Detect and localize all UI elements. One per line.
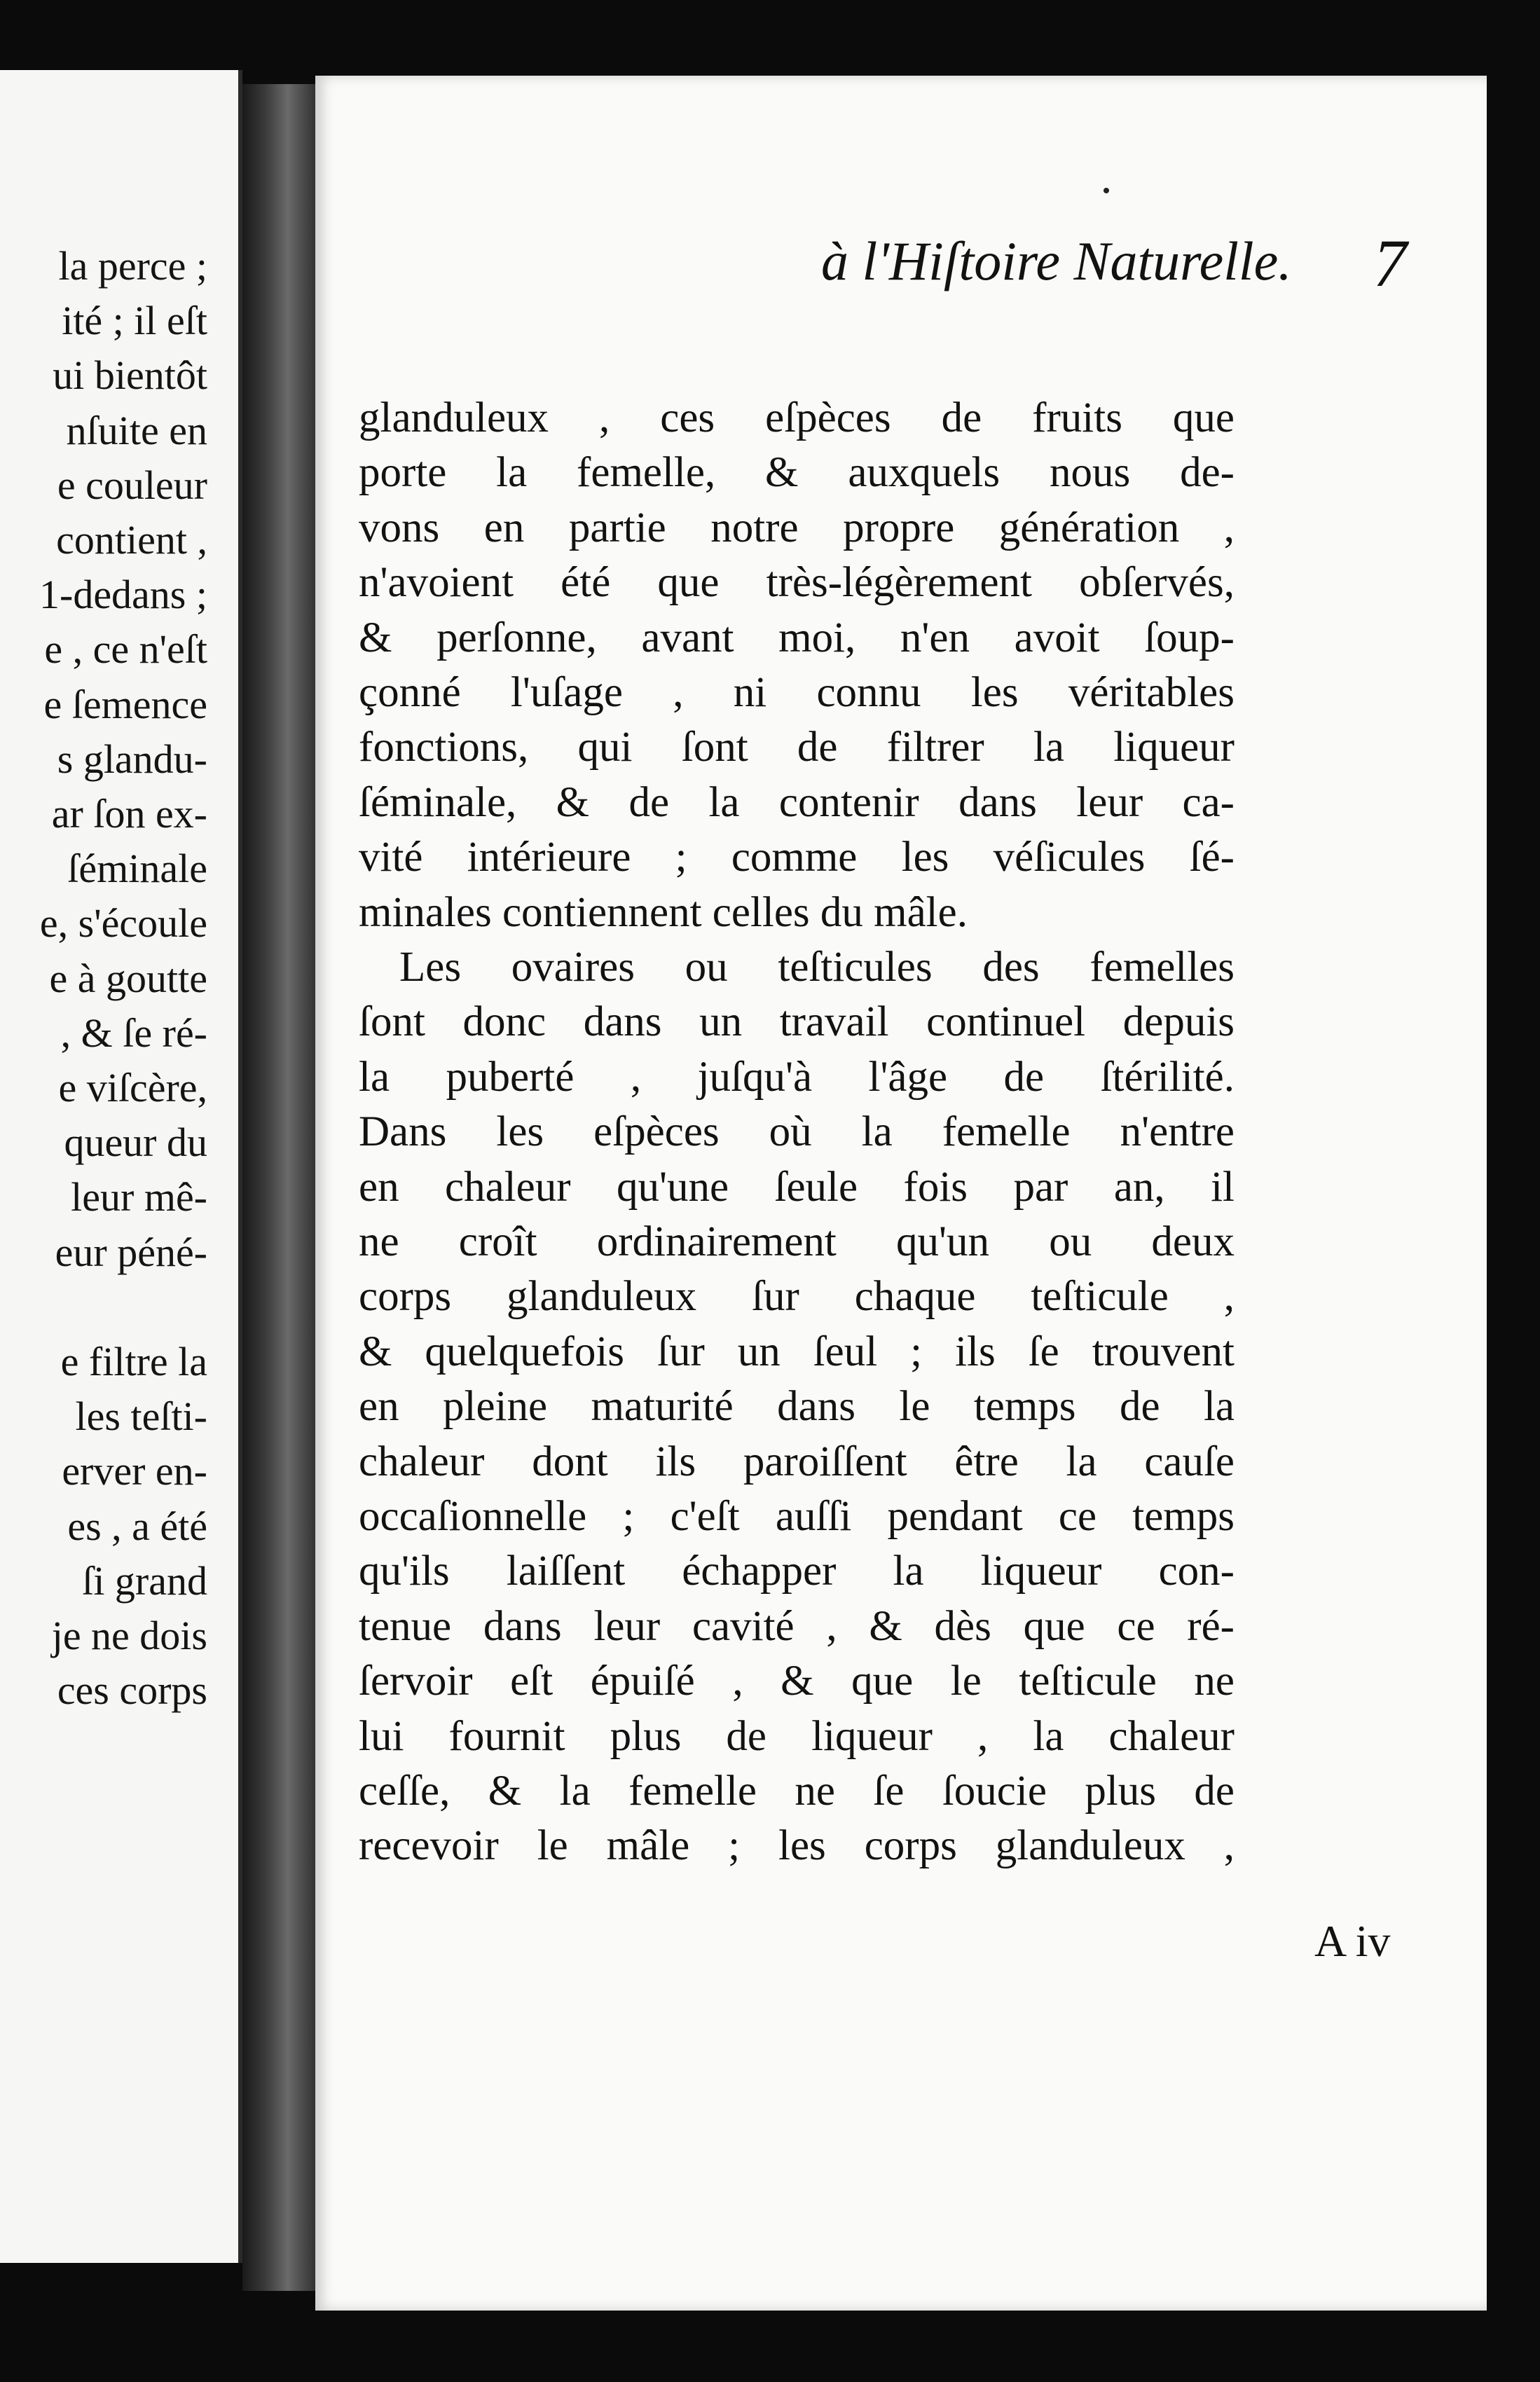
text-line: n'avoient été que très-légèrement obſervés, (359, 559, 1235, 607)
left-page-line: e, s'écoule (39, 900, 207, 946)
running-head: à l'Hiſtoire Naturelle. (821, 230, 1292, 291)
left-page-line: s glandu- (57, 736, 207, 782)
text-line: porte la femelle, & auxquels nous de- (359, 449, 1235, 497)
text-line: ſervoir eſt épuiſé , & que le teſticule ne (359, 1658, 1235, 1705)
left-page-line: e ſemence (43, 681, 207, 727)
left-page-line: nſuite en (66, 407, 207, 453)
text-line: tenue dans leur cavité , & dès que ce ré- (359, 1602, 1235, 1650)
left-page-line: je ne dois (51, 1613, 207, 1658)
text-line: Dans les eſpèces où la femelle n'entre (359, 1108, 1235, 1156)
page-number: 7 (1373, 226, 1407, 301)
left-page-line: e filtre la (60, 1339, 207, 1384)
text-line: qu'ils laiſſent échapper la liqueur con- (359, 1548, 1235, 1595)
left-page-line: queur du (64, 1120, 207, 1166)
text-line: en chaleur qu'une ſeule fois par an, il (359, 1163, 1235, 1211)
text-line: fonctions, qui ſont de filtrer la liqueur (359, 724, 1235, 771)
text-line: glanduleux , ces eſpèces de fruits que (359, 394, 1235, 441)
left-page-line: , & ſe ré- (60, 1010, 207, 1056)
left-page-line: ar ſon ex- (51, 791, 207, 837)
text-line: ceſſe, & la femelle ne ſe ſoucie plus de (359, 1768, 1235, 1815)
text-line: ſéminale, & de la contenir dans leur ca- (359, 778, 1235, 826)
text-line: ne croît ordinairement qu'un ou deux (359, 1218, 1235, 1265)
left-page-line: eur péné- (55, 1229, 207, 1275)
left-page-line: ces corps (57, 1667, 207, 1714)
text-line: ſont donc dans un travail continuel depuis (359, 998, 1235, 1046)
text-line: en pleine maturité dans le temps de la (359, 1383, 1235, 1431)
text-line: lui fournit plus de liqueur , la chaleur (359, 1712, 1235, 1760)
text-line: Les ovaires ou teſticules des femelles (399, 944, 1235, 991)
text-line: corps glanduleux ſur chaque teſticule , (359, 1273, 1235, 1321)
text-line: occaſionnelle ; c'eſt auſſi pendant ce temps (359, 1493, 1235, 1540)
text-line: vons en partie notre propre génération , (359, 504, 1235, 551)
left-page-line: les teſti- (75, 1393, 207, 1440)
left-page-fragment (0, 70, 242, 2263)
left-page-line: ité ; il eſt (62, 298, 207, 344)
signature-mark: A iv (1314, 1916, 1391, 1966)
page-header (504, 224, 1407, 308)
text-line: chaleur dont ils paroiſſent être la cauſe (359, 1438, 1235, 1485)
text-line: la puberté , juſqu'à l'âge de ſtérilité. (359, 1053, 1235, 1101)
left-page-line: ui bientôt (53, 352, 207, 399)
book-gutter (242, 84, 318, 2291)
text-line: minales contiennent celles du mâle. (359, 888, 968, 936)
text-line: & quelquefois ſur un ſeul ; ils ſe trouvent (359, 1328, 1235, 1375)
left-page-line: e à goutte (49, 955, 207, 1001)
right-page (315, 76, 1487, 2311)
left-page-line: e viſcère, (58, 1065, 207, 1110)
ink-speck (1104, 188, 1109, 193)
left-page-line: ſéminale (67, 846, 207, 892)
left-page-line: e couleur (57, 462, 207, 508)
text-line: vité intérieure ; comme les véſicules ſé- (359, 834, 1235, 881)
left-page-line: contient , (56, 517, 207, 563)
left-page-line: erver en- (62, 1448, 207, 1494)
left-page-line: e , ce n'eſt (44, 626, 207, 673)
text-line: recevoir le mâle ; les corps glanduleux , (359, 1822, 1235, 1870)
left-page-line: ſi grand (82, 1557, 207, 1604)
left-page-line: es , a été (67, 1503, 207, 1549)
left-page-line: 1-dedans ; (39, 572, 207, 618)
left-page-line: la perce ; (58, 243, 207, 289)
left-page-line: leur mê- (71, 1174, 207, 1220)
text-line: & perſonne, avant moi, n'en avoit ſoup- (359, 614, 1235, 661)
text-line: çonné l'uſage , ni connu les véritables (359, 669, 1235, 716)
